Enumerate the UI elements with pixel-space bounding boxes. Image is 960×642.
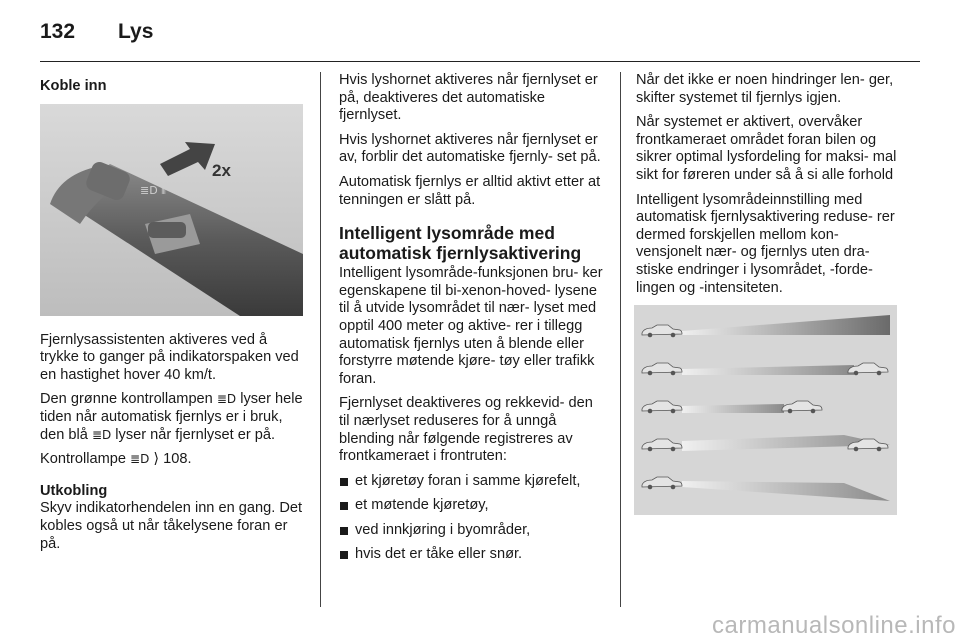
stalk-symbol: ≣D ⦀	[140, 183, 167, 197]
column-3	[636, 72, 906, 515]
text-fragment: Kontrollampe	[40, 451, 131, 468]
column-divider-1	[320, 72, 321, 607]
ego-car-icon	[642, 325, 682, 337]
ego-car-icon	[642, 363, 682, 375]
auto-high-beam-icon: ≣D	[216, 392, 237, 407]
paragraph-flash-on: Hvis lyshornet aktiveres når fjernlyset er på, deaktiveres det automatiske fjernlyset.	[339, 72, 598, 124]
column-2	[339, 72, 607, 571]
page-reference-arrow-icon: ⟩	[153, 451, 160, 468]
chapter-title: Lys	[118, 20, 154, 43]
section-heading-utkobling: Utkobling	[40, 482, 108, 499]
paragraph-indicator-lamps	[40, 391, 305, 444]
watermark: carmanualsonline.info	[712, 612, 956, 639]
stalk-drawing	[40, 104, 303, 316]
paragraph-restore: Når det ikke er noen hindringer len- ger, skifter systemet til fjernlys igjen.	[636, 72, 894, 106]
text-fragment: Den grønne kontrollampen	[40, 391, 217, 408]
beam-row-3	[682, 404, 784, 413]
bullet-icon	[340, 478, 348, 486]
header-rule	[40, 61, 920, 62]
text-fragment: 108.	[159, 451, 192, 468]
column-1	[40, 72, 305, 560]
page-header	[40, 18, 920, 62]
text-fragment: lyser hele tiden når automatisk fjernlys er i bruk, den blå	[40, 391, 303, 443]
section-heading-koble-inn: Koble inn	[40, 78, 107, 94]
paragraph-activation: Fjernlysassistenten aktiveres ved å trykke to ganger på indikatorspaken ved en hastighet hover 40 km/t.	[40, 331, 299, 383]
ego-car-icon	[642, 439, 682, 451]
light-distribution-illustration	[634, 305, 897, 515]
page-number: 132	[40, 20, 76, 43]
paragraph-intelligent-function: Intelligent lysområde-funksjonen bru- ker egenskapene til bi-xenon-hoved- lysene til å utvide lysområdet til nær- lyset med opptil 400 meter og aktive- rer i tillegg automatisk fjernlys uten å blende eller forstyrre møtende kjøre- tøy eller trafikk foran.	[339, 265, 603, 387]
press-twice-label: 2x	[212, 160, 231, 180]
conditions-list	[339, 473, 607, 564]
beam-full-high	[682, 315, 890, 335]
list-item	[339, 522, 607, 540]
beam-row-2	[682, 365, 854, 375]
list-item-text: et møtende kjøretøy,	[355, 497, 489, 514]
auto-high-beam-icon: ≣D	[130, 452, 150, 467]
ego-car-icon	[642, 401, 682, 413]
column-divider-2	[620, 72, 621, 607]
list-item-text: ved innkjøring i byområder,	[355, 521, 531, 538]
text-fragment: lyser når fjernlyset er på.	[111, 426, 276, 443]
bullet-icon	[340, 551, 348, 559]
beam-low	[682, 481, 890, 501]
list-item	[339, 473, 607, 491]
high-beam-icon: ≣D	[91, 427, 112, 442]
paragraph-summary: Intelligent lysområdeinnstilling med automatisk fjernlysaktivering reduse- rer dermed forskjellen mellom kon- vensjonelt nær- og fjernlys uten dra- stiske endringer i lysområdet, -forde- lingen og -intensiteten.	[636, 191, 895, 296]
paragraph-deactivation-conditions: Fjernlyset deaktiveres og rekkevid- den til nærlyset reduseres for å unngå blending når følgende registreres av frontkameraet i frontruten:	[339, 395, 593, 465]
paragraph-camera: Når systemet er aktivert, overvåker frontkameraet området foran bilen og sikrer optimal lysfordeling for maksi- mal sikt for føreren under så å si alle forhold	[636, 114, 897, 183]
paragraph-reference	[40, 451, 305, 469]
vehicle-ahead-icon	[782, 401, 822, 413]
section-heading-intelligent-light: Intelligent lysområde med automatisk fjernlysaktivering	[339, 223, 582, 264]
list-item	[339, 546, 607, 564]
paragraph-ignition: Automatisk fjernlys er alltid aktivt etter at tenningen er slått på.	[339, 173, 601, 208]
paragraph-flash-off: Hvis lyshornet aktiveres når fjernlyset er av, forblir det automatiske fjernly- set på.	[339, 131, 601, 166]
bullet-icon	[340, 527, 348, 535]
list-item-text: hvis det er tåke eller snør.	[355, 546, 523, 563]
vehicle-ahead-icon	[848, 363, 888, 375]
bullet-icon	[340, 502, 348, 510]
list-item-text: et kjøretøy foran i samme kjørefelt,	[355, 472, 581, 489]
indicator-stalk-illustration	[40, 104, 303, 316]
ego-car-icon	[642, 477, 682, 489]
paragraph-deactivation: Skyv indikatorhendelen inn en gang. Det kobles også ut når tåkelysene foran er på.	[40, 500, 303, 552]
list-item	[339, 497, 607, 515]
light-distribution-drawing	[634, 305, 897, 515]
